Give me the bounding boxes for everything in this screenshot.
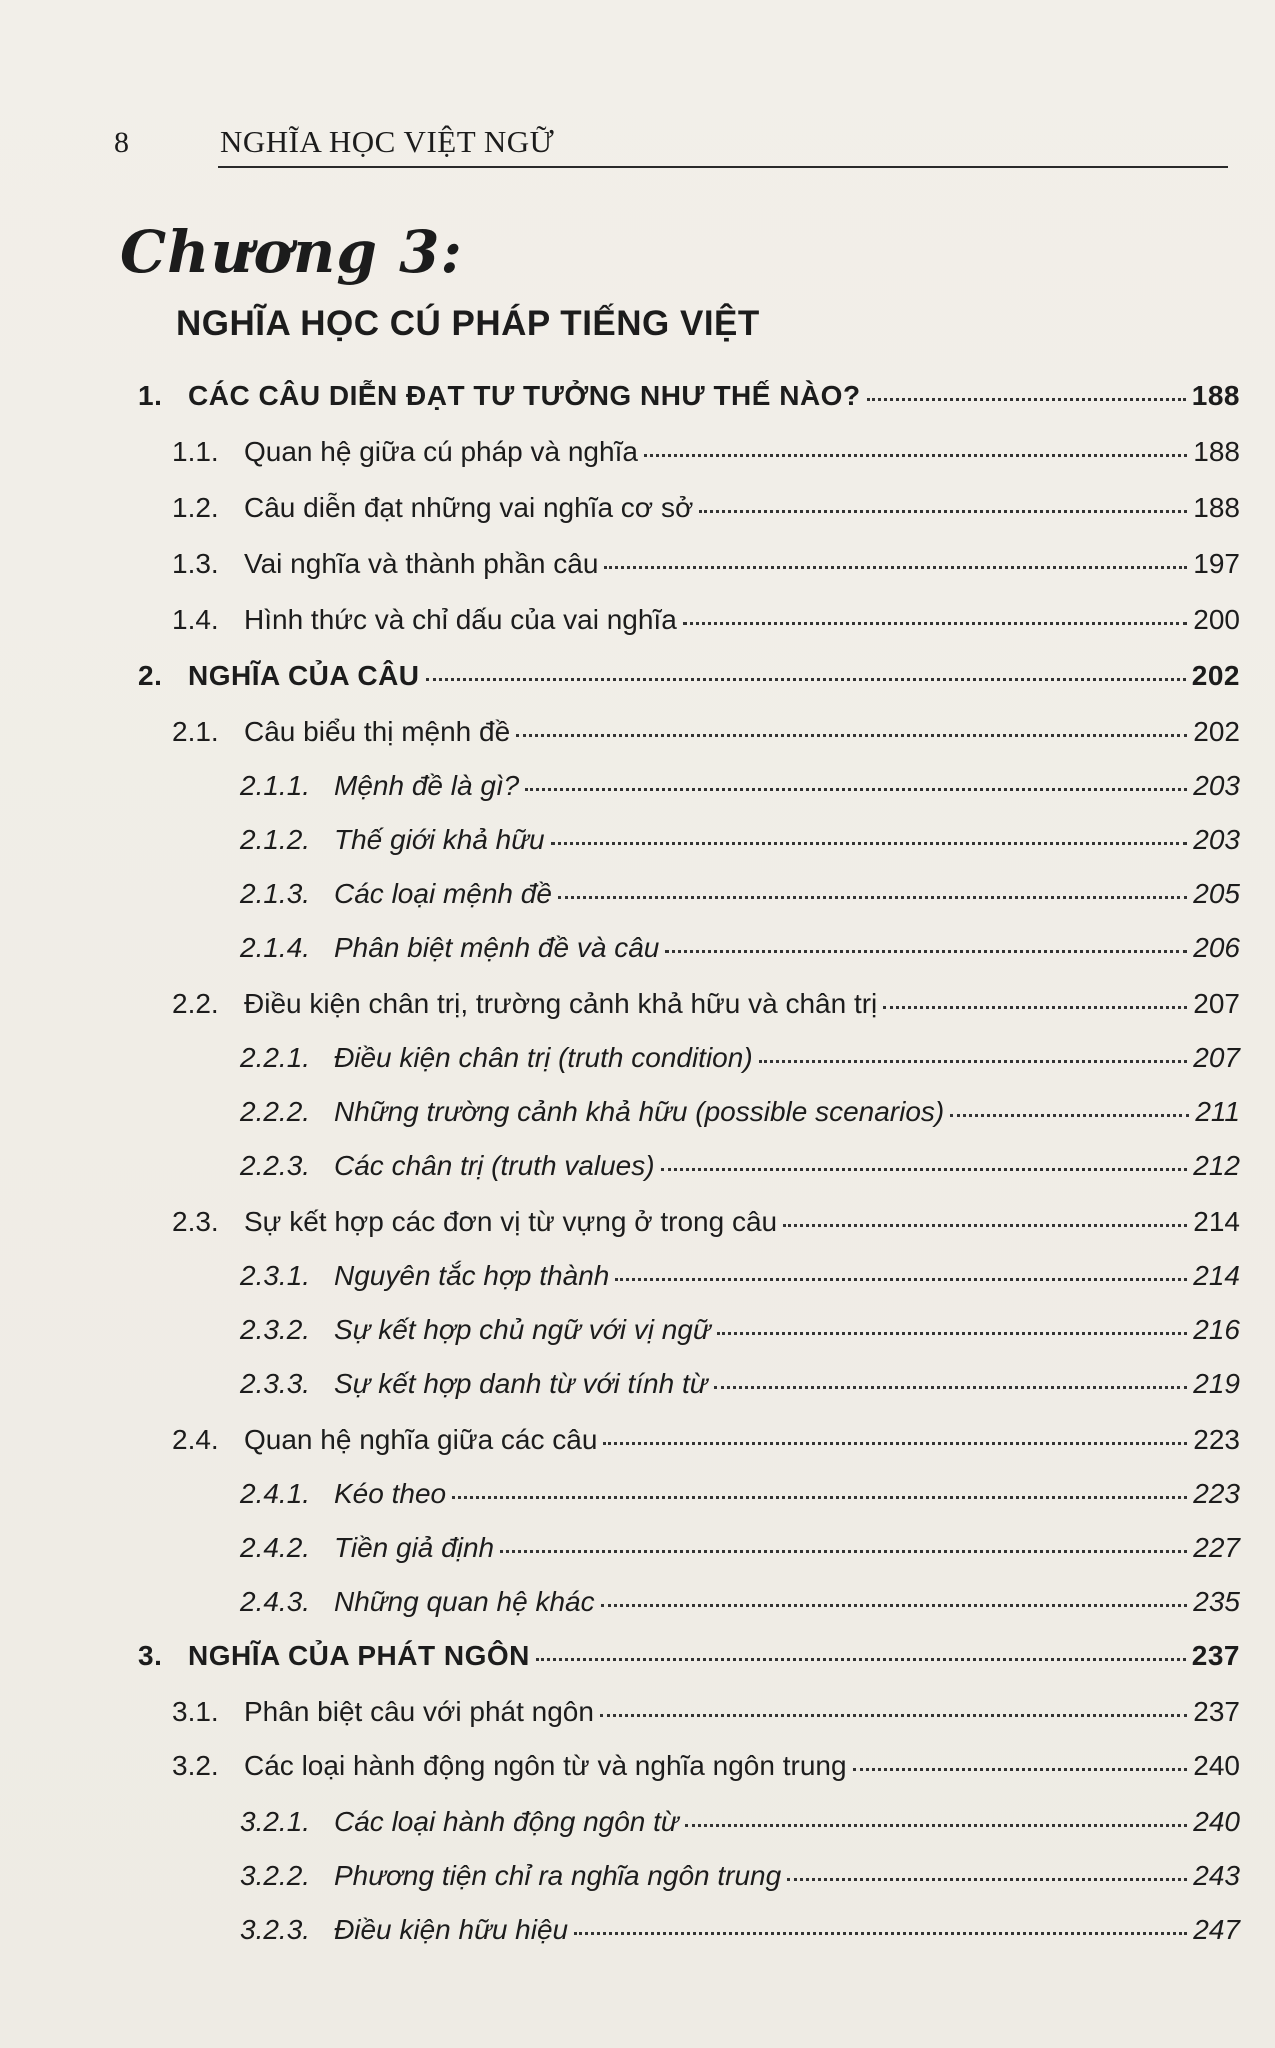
toc-entry-page: 188: [1193, 492, 1240, 523]
toc-entry: [240, 878, 1240, 918]
toc-entry-page: 202: [1191, 660, 1240, 691]
toc-entry-title: Quan hệ nghĩa giữa các câu: [244, 1424, 598, 1455]
toc-entry-number: 2.1.4.: [240, 932, 311, 963]
toc-entry-number: 3.: [138, 1640, 163, 1671]
toc-entry-number: 2.4.2.: [240, 1532, 311, 1563]
toc-entry-number: 2.1.2.: [240, 824, 311, 855]
toc-entry-page: 223: [1193, 1478, 1240, 1509]
toc-entry-title: Những quan hệ khác: [334, 1586, 595, 1617]
toc-entry-number: 2.2.: [172, 988, 219, 1019]
toc-entry-page: 216: [1193, 1314, 1240, 1345]
toc-entry-title: Sự kết hợp các đơn vị từ vựng ở trong câu: [244, 1206, 778, 1237]
toc-entry-page: 243: [1193, 1860, 1240, 1891]
toc-entry-number: 1.2.: [172, 492, 219, 523]
toc-entry-page: 223: [1193, 1424, 1240, 1455]
toc-leader-dots: [644, 454, 1187, 457]
toc-entry-number: 2.1.3.: [240, 878, 311, 909]
toc-entry-page: 207: [1193, 988, 1240, 1019]
toc-leader-dots: [683, 622, 1187, 625]
toc-entry-title: Hình thức và chỉ dấu của vai nghĩa: [244, 604, 677, 635]
toc-entry-title: Phân biệt câu với phát ngôn: [244, 1696, 594, 1727]
toc-entry: [240, 1096, 1240, 1136]
toc-entry-title: Sự kết hợp danh từ với tính từ: [334, 1368, 708, 1399]
toc-entry-page: 219: [1193, 1368, 1240, 1399]
toc-entry-number: 1.: [138, 380, 163, 411]
toc-entry: [240, 824, 1240, 864]
toc-entry: [240, 1586, 1240, 1626]
toc-entry-title: Mệnh đề là gì?: [334, 770, 520, 801]
toc-entry: [240, 1260, 1240, 1300]
toc-entry-number: 3.2.2.: [240, 1860, 311, 1891]
toc-entry-page: 247: [1193, 1914, 1240, 1945]
toc-leader-dots: [574, 1932, 1187, 1935]
toc-entry-title: Những trường cảnh khả hữu (possible scenarios): [334, 1096, 945, 1127]
toc-leader-dots: [601, 1604, 1188, 1607]
toc-leader-dots: [615, 1278, 1187, 1281]
toc-entry-number: 3.1.: [172, 1696, 219, 1727]
toc-entry-number: 2.2.2.: [240, 1096, 311, 1127]
toc-entry: [240, 1150, 1240, 1190]
toc-entry-title: Phương tiện chỉ ra nghĩa ngôn trung: [334, 1860, 782, 1891]
toc-entry-title: Quan hệ giữa cú pháp và nghĩa: [244, 436, 638, 467]
toc-entry: [138, 380, 1240, 420]
toc-entry: [172, 492, 1240, 532]
toc-entry: [240, 1314, 1240, 1354]
toc-entry-page: 200: [1193, 604, 1240, 635]
toc-entry-number: 2.4.1.: [240, 1478, 311, 1509]
toc-leader-dots: [600, 1714, 1187, 1717]
toc-entry-number: 1.3.: [172, 548, 219, 579]
toc-leader-dots: [665, 950, 1187, 953]
toc-entry: [240, 1806, 1240, 1846]
toc-entry-title: Điều kiện chân trị (truth condition): [334, 1042, 753, 1073]
toc-entry: [240, 770, 1240, 810]
toc-entry-title: Kéo theo: [334, 1478, 447, 1509]
toc-entry-title: Các loại mệnh đề: [334, 878, 552, 909]
toc-entry: [138, 660, 1240, 700]
toc-entry: [240, 1042, 1240, 1082]
toc-entry-number: 1.1.: [172, 436, 219, 467]
toc-entry-title: Các chân trị (truth values): [334, 1150, 655, 1181]
toc-entry-number: 3.2.: [172, 1750, 219, 1781]
toc-leader-dots: [500, 1550, 1187, 1553]
toc-entry: [172, 548, 1240, 588]
toc-entry: [172, 604, 1240, 644]
toc-leader-dots: [516, 734, 1187, 737]
toc-leader-dots: [604, 566, 1187, 569]
toc-entry: [172, 716, 1240, 756]
toc-entry-page: 188: [1193, 436, 1240, 467]
toc-entry-page: 203: [1193, 770, 1240, 801]
toc-entry-number: 3.2.3.: [240, 1914, 311, 1945]
toc-leader-dots: [525, 788, 1187, 791]
toc-leader-dots: [699, 510, 1187, 513]
toc-entry-title: Điều kiện hữu hiệu: [334, 1914, 569, 1945]
toc-entry: [172, 1424, 1240, 1464]
toc-entry-title: CÁC CÂU DIỄN ĐẠT TƯ TƯỞNG NHƯ THẾ NÀO?: [188, 380, 861, 411]
toc-entry: [240, 1860, 1240, 1900]
toc-entry: [172, 1696, 1240, 1736]
toc-entry-title: Điều kiện chân trị, trường cảnh khả hữu và chân trị: [244, 988, 878, 1019]
toc-leader-dots: [558, 896, 1187, 899]
toc-entry: [172, 1206, 1240, 1246]
toc-entry-title: Câu biểu thị mệnh đề: [244, 716, 511, 747]
toc-entry: [240, 1914, 1240, 1954]
toc-entry-page: 235: [1193, 1586, 1240, 1617]
toc-entry-page: 214: [1193, 1206, 1240, 1237]
toc-leader-dots: [685, 1824, 1188, 1827]
toc-entry-page: 227: [1193, 1532, 1240, 1563]
toc-entry-page: 214: [1193, 1260, 1240, 1291]
toc-entry: [240, 1532, 1240, 1572]
chapter-label: Chương 3:: [120, 218, 463, 286]
toc-entry-title: NGHĨA CỦA PHÁT NGÔN: [188, 1640, 530, 1671]
running-title: NGHĨA HỌC VIỆT NGỮ: [220, 124, 555, 159]
toc-entry-number: 1.4.: [172, 604, 219, 635]
toc-leader-dots: [867, 398, 1186, 401]
toc-entry-number: 2.3.3.: [240, 1368, 311, 1399]
toc-entry-page: 197: [1193, 548, 1240, 579]
toc-entry-title: NGHĨA CỦA CÂU: [188, 660, 420, 691]
toc-entry-title: Phân biệt mệnh đề và câu: [334, 932, 660, 963]
toc-entry-number: 2.1.1.: [240, 770, 311, 801]
toc-entry-title: Sự kết hợp chủ ngữ với vị ngữ: [334, 1314, 711, 1345]
toc-entry: [172, 1750, 1240, 1790]
toc-entry-number: 2.1.: [172, 716, 219, 747]
toc-leader-dots: [661, 1168, 1188, 1171]
toc-entry-page: 212: [1193, 1150, 1240, 1181]
toc-leader-dots: [426, 678, 1186, 681]
toc-entry-number: 2.3.1.: [240, 1260, 311, 1291]
toc-entry-title: Vai nghĩa và thành phần câu: [244, 548, 599, 579]
toc-entry-number: 2.2.3.: [240, 1150, 311, 1181]
toc-entry-page: 211: [1195, 1096, 1240, 1127]
toc-entry-page: 240: [1193, 1806, 1240, 1837]
toc-entry-number: 2.2.1.: [240, 1042, 311, 1073]
toc-entry-page: 205: [1193, 878, 1240, 909]
toc-entry-number: 2.3.: [172, 1206, 219, 1237]
page-number: 8: [114, 126, 129, 159]
toc-entry: [172, 436, 1240, 476]
toc-leader-dots: [551, 842, 1188, 845]
toc-leader-dots: [717, 1332, 1188, 1335]
toc-entry-page: 207: [1193, 1042, 1240, 1073]
toc-leader-dots: [714, 1386, 1188, 1389]
toc-entry-number: 2.3.2.: [240, 1314, 311, 1345]
toc-entry: [138, 1640, 1240, 1680]
toc-entry-number: 2.4.3.: [240, 1586, 311, 1617]
toc-leader-dots: [783, 1224, 1187, 1227]
toc-entry-page: 237: [1191, 1640, 1240, 1671]
toc-entry-page: 206: [1193, 932, 1240, 963]
toc-entry: [240, 1478, 1240, 1518]
toc-entry-number: 3.2.1.: [240, 1806, 311, 1837]
toc-entry-title: Câu diễn đạt những vai nghĩa cơ sở: [244, 492, 694, 523]
toc-leader-dots: [452, 1496, 1187, 1499]
toc-entry-title: Tiền giả định: [334, 1532, 495, 1563]
toc-leader-dots: [883, 1006, 1187, 1009]
toc-entry-page: 240: [1193, 1750, 1240, 1781]
toc-entry-page: 237: [1193, 1696, 1240, 1727]
toc-entry-title: Nguyên tắc hợp thành: [334, 1260, 610, 1291]
toc-entry: [172, 988, 1240, 1028]
chapter-title: NGHĨA HỌC CÚ PHÁP TIẾNG VIỆT: [176, 304, 760, 343]
toc-entry-title: Các loại hành động ngôn từ và nghĩa ngôn trung: [244, 1750, 847, 1781]
toc-entry-page: 188: [1191, 380, 1240, 411]
toc-entry-title: Thế giới khả hữu: [334, 824, 545, 855]
toc-leader-dots: [603, 1442, 1187, 1445]
toc-leader-dots: [853, 1768, 1188, 1771]
toc-leader-dots: [950, 1114, 1189, 1117]
toc-entry-page: 203: [1193, 824, 1240, 855]
toc-entry-number: 2.: [138, 660, 163, 691]
toc-entry-title: Các loại hành động ngôn từ: [334, 1806, 679, 1837]
toc-entry-page: 202: [1193, 716, 1240, 747]
toc-leader-dots: [536, 1658, 1186, 1661]
toc-entry: [240, 1368, 1240, 1408]
toc-entry: [240, 932, 1240, 972]
toc-entry-number: 2.4.: [172, 1424, 219, 1455]
toc-leader-dots: [787, 1878, 1187, 1881]
toc-leader-dots: [759, 1060, 1188, 1063]
